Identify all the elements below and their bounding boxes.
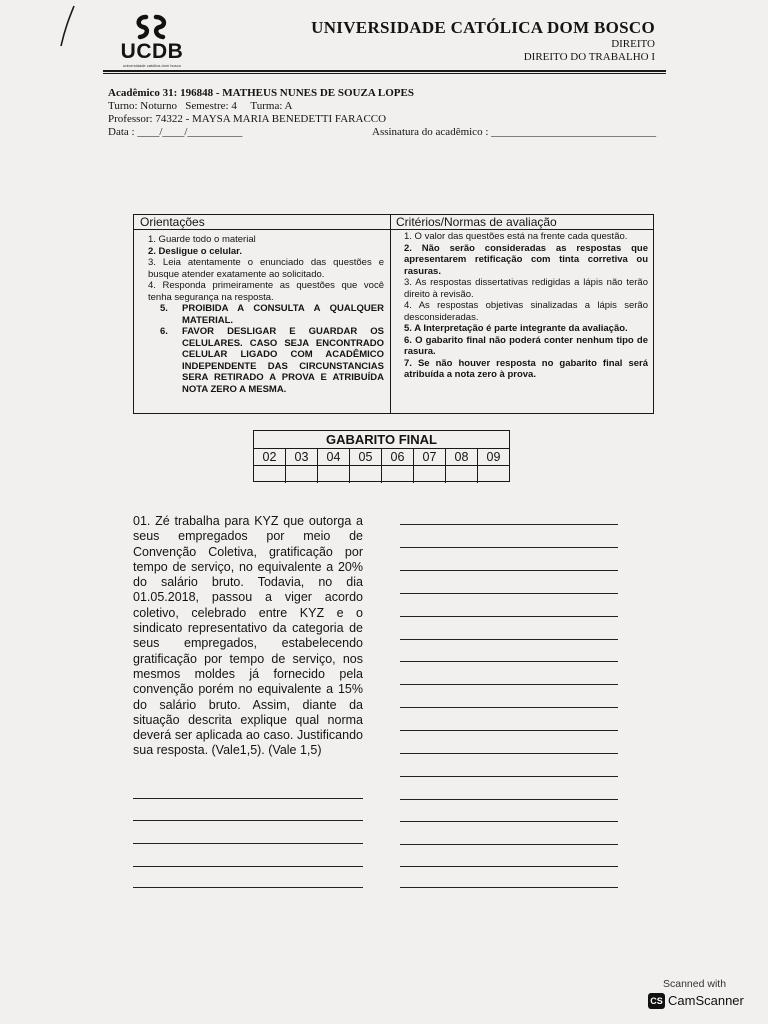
answer-line[interactable] <box>133 843 363 844</box>
question-number-cell: 08 <box>446 449 478 466</box>
answer-line[interactable] <box>400 844 618 845</box>
answer-line[interactable] <box>400 821 618 822</box>
guideline-item: 4. Responda primeiramente as questões que você tenha segurança na resposta. <box>148 280 384 303</box>
criteria-item: 1. O valor das questões está na frente cada questão. <box>404 231 628 242</box>
answer-line[interactable] <box>400 570 618 571</box>
criteria-title: Critérios/Normas de avaliação <box>396 215 557 229</box>
answer-line[interactable] <box>400 661 618 662</box>
question-number-cell: 02 <box>254 449 286 466</box>
answer-line[interactable] <box>400 887 618 888</box>
answer-grid-answer-row <box>254 465 509 483</box>
criteria-item: 6. O gabarito final não poderá conter nenhum tipo de rasura. <box>404 334 648 357</box>
column-divider <box>390 215 391 413</box>
academic-label: Acadêmico 31: <box>108 87 178 99</box>
scanned-with-text: Scanned with <box>663 978 727 990</box>
logo-symbol <box>112 12 192 42</box>
signature-field[interactable]: Assinatura do acadêmico : ______________________________ <box>372 126 657 138</box>
question-number-cell: 04 <box>318 449 350 466</box>
answer-line[interactable] <box>400 547 618 548</box>
academic-value: 196848 - MATHEUS NUNES DE SOUZA LOPES <box>180 87 414 99</box>
question-01-text: 01. Zé trabalha para KYZ que outorga a seus empregados por meio de Convenção Coletiva, gratificação por tempo de serviço, no equivalente a 20% do salário bruto. Todavia, no dia 01.05.2018, passou a viger acordo coletivo, celebrado entre KYZ e o sindicato representativo da categoria de seus empregados, estabelecendo gratificação por tempo de serviço, nos mesmos moldes já fornecido pela convenção porém no equivalente a 15% do salário bruto. Assim, diante da situação descrita explique qual norma deverá ser aplicada ao caso. Justificando sua resposta. (Vale1,5). (Vale 1,5) <box>133 514 363 758</box>
answer-cell[interactable] <box>382 466 414 483</box>
camscanner-icon: CS <box>648 993 665 1009</box>
subject-name: DIREITO DO TRABALHO I <box>523 51 655 63</box>
answer-line[interactable] <box>400 639 618 640</box>
answer-line[interactable] <box>400 524 618 525</box>
answer-line[interactable] <box>400 593 618 594</box>
caps-item-number: 6. <box>160 326 168 337</box>
answer-line[interactable] <box>400 707 618 708</box>
header-divider <box>103 70 666 72</box>
question-number-cell: 09 <box>486 450 501 464</box>
logo-subtext: universidade católica dom bosco <box>122 63 182 68</box>
answer-line[interactable] <box>400 730 618 731</box>
criteria-item: 2. Não serão consideradas as respostas que apresentarem retificação com tinta corretiva ou rasuras. <box>404 242 648 277</box>
criteria-list <box>404 231 648 381</box>
answer-cell[interactable] <box>350 466 382 483</box>
answer-line[interactable] <box>133 887 363 888</box>
question-number-cell: 06 <box>382 449 414 466</box>
camscanner-badge <box>644 978 762 1016</box>
academic-line <box>108 87 414 100</box>
answer-grid-title: GABARITO FINAL <box>254 431 509 449</box>
guideline-item: 3. Leia atentamente o enunciado das questões e busque atender exatamente ao solicitado. <box>148 257 384 280</box>
question-number-cell: 05 <box>350 449 382 466</box>
answer-cell[interactable] <box>414 466 446 483</box>
answer-grid <box>253 430 510 482</box>
answer-line[interactable] <box>400 753 618 754</box>
answer-line[interactable] <box>400 776 618 777</box>
answer-grid-header-row <box>254 449 509 466</box>
answer-cell[interactable] <box>286 466 318 483</box>
criteria-item: 5. A Interpretação é parte integrante da avaliação. <box>404 323 628 334</box>
answer-line[interactable] <box>400 616 618 617</box>
ucdb-logo <box>112 12 192 70</box>
guideline-caps-item <box>160 303 384 326</box>
header-row-rule <box>134 229 653 230</box>
answer-line[interactable] <box>133 866 363 867</box>
answer-line[interactable] <box>400 684 618 685</box>
answer-cell[interactable] <box>318 466 350 483</box>
answer-line[interactable] <box>400 866 618 867</box>
caps-item-text: FAVOR DESLIGAR E GUARDAR OS CELULARES. CASO SEJA ENCONTRADO CELULAR LIGADO COM ACADÊMICO INDEPENDENTE DAS CIRCUNSTANCIAS SERA RETIRADO A PROVA E ATRIBUÍDA NOTA ZERO A MESMA. <box>182 326 384 395</box>
header-divider-thin <box>103 73 666 74</box>
question-number-cell: 03 <box>286 449 318 466</box>
answer-cell[interactable] <box>478 466 509 483</box>
guidelines-list <box>148 234 384 395</box>
answer-line[interactable] <box>133 798 363 799</box>
question-number-cell: 07 <box>414 449 446 466</box>
caps-item-number: 5. <box>160 303 168 314</box>
university-name: UNIVERSIDADE CATÓLICA DOM BOSCO <box>311 18 655 37</box>
answer-cell[interactable] <box>254 466 286 483</box>
pen-stroke-mark <box>58 4 80 48</box>
guideline-item: 1. Guarde todo o material <box>148 234 256 245</box>
instructions-table <box>133 214 654 414</box>
answer-line[interactable] <box>400 799 618 800</box>
criteria-item: 3. As respostas dissertativas redigidas a lápis não terão direito à revisão. <box>404 277 648 300</box>
guidelines-title: Orientações <box>140 215 205 229</box>
shift-line: Turno: Noturno Semestre: 4 Turma: A <box>108 100 293 112</box>
course-name: DIREITO <box>611 38 655 50</box>
answer-line[interactable] <box>133 820 363 821</box>
criteria-item: 7. Se não houver resposta no gabarito final será atribuída a nota zero à prova. <box>404 357 648 380</box>
camscanner-name: CamScanner <box>668 993 744 1008</box>
guideline-caps-item <box>160 326 384 395</box>
logo-text: UCDB <box>120 40 184 63</box>
guideline-item: 2. Desligue o celular. <box>148 245 242 257</box>
date-field[interactable]: Data : ____/____/__________ <box>108 126 243 138</box>
criteria-item: 4. As respostas objetivas sinalizadas a lápis serão desconsideradas. <box>404 300 648 323</box>
university-header <box>311 18 655 64</box>
answer-cell[interactable] <box>446 466 478 483</box>
caps-item-text: PROIBIDA A CONSULTA A QUALQUER MATERIAL. <box>182 303 384 326</box>
professor-line: Professor: 74322 - MAYSA MARIA BENEDETTI FARACCO <box>108 113 387 125</box>
